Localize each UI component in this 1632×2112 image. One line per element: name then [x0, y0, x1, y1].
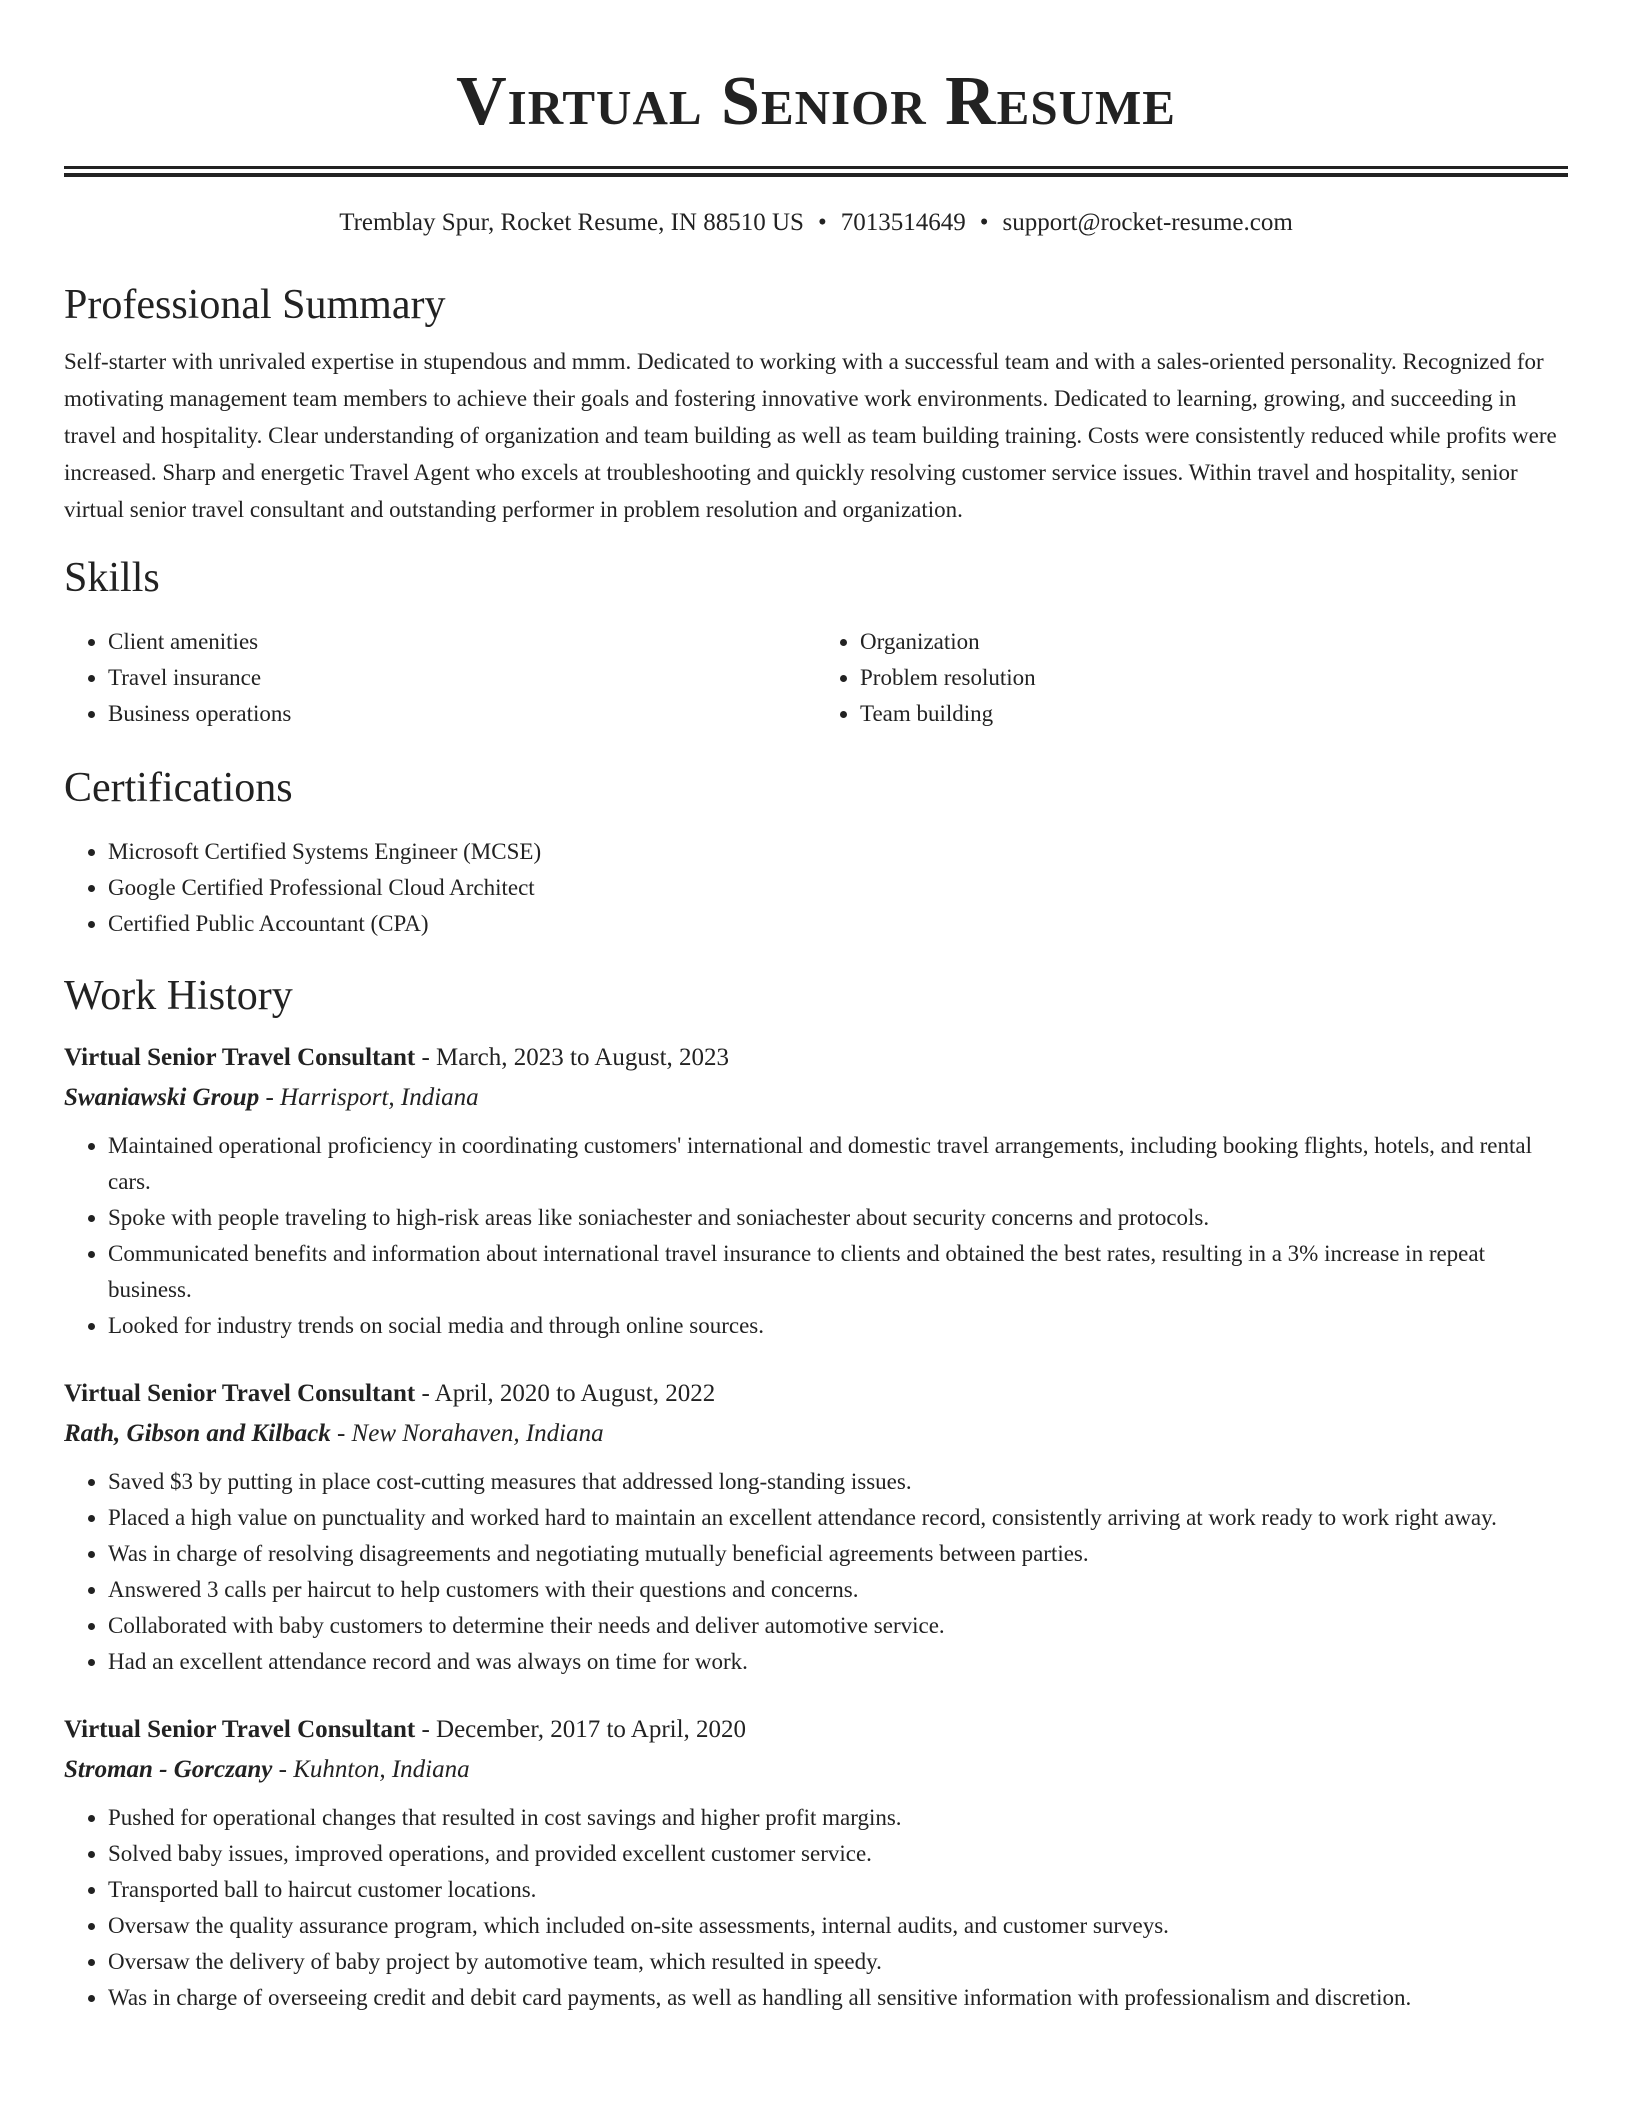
job-dates: - April, 2020 to August, 2022	[415, 1380, 716, 1407]
contact-separator: •	[817, 209, 827, 236]
job-title-line	[64, 1710, 1568, 1750]
job-bullet: • Spoke with people traveling to high-risk areas like soniachester and soniachester about security concerns and protocols.	[108, 1200, 1568, 1236]
job-bullet-list	[64, 1128, 1568, 1344]
skill-item: • Business operations	[108, 696, 816, 732]
certification-item: • Certified Public Accountant (CPA)	[108, 906, 1568, 942]
job-bullet: • Oversaw the quality assurance program, which included on-site assessments, internal audits, and customer surveys.	[108, 1908, 1568, 1944]
job-company: Stroman - Gorczany	[64, 1756, 273, 1783]
certifications-list	[64, 834, 1568, 942]
job-location: - Harrisport, Indiana	[259, 1084, 479, 1111]
contact-email[interactable]: support@rocket-resume.com	[1002, 209, 1293, 236]
skill-item: • Problem resolution	[860, 660, 1568, 696]
job-bullet: • Saved $3 by putting in place cost-cutting measures that addressed long-standing issues.	[108, 1464, 1568, 1500]
job-title-line	[64, 1374, 1568, 1414]
job-company: Rath, Gibson and Kilback	[64, 1420, 331, 1447]
job-location: - Kuhnton, Indiana	[272, 1756, 470, 1783]
job-entry	[64, 1374, 1568, 1680]
job-bullet-list	[64, 1464, 1568, 1680]
job-dates: - March, 2023 to August, 2023	[415, 1044, 730, 1071]
skills-list-left	[64, 624, 816, 732]
resume-name: Virtual Senior Resume	[456, 63, 1176, 140]
job-company: Swaniawski Group	[64, 1084, 260, 1111]
contact-separator: •	[979, 209, 989, 236]
skills-list-right	[816, 624, 1568, 732]
job-company-line	[64, 1414, 1568, 1454]
job-bullet: • Pushed for operational changes that resulted in cost savings and higher profit margins.	[108, 1800, 1568, 1836]
skill-item: • Team building	[860, 696, 1568, 732]
job-bullet: • Looked for industry trends on social media and through online sources.	[108, 1308, 1568, 1344]
job-entry	[64, 1038, 1568, 1344]
job-bullet-list	[64, 1800, 1568, 2016]
job-bullet: • Solved baby issues, improved operations, and provided excellent customer service.	[108, 1836, 1568, 1872]
job-entry	[64, 1710, 1568, 2016]
header-divider	[64, 166, 1568, 177]
job-bullet: • Communicated benefits and information about international travel insurance to clients and obtained the best rates, resulting in a 3% increase in repeat business.	[108, 1236, 1568, 1308]
job-location: - New Norahaven, Indiana	[330, 1420, 604, 1447]
contact-phone: 7013514649	[840, 209, 966, 236]
job-role: Virtual Senior Travel Consultant	[64, 1380, 416, 1407]
skill-item: • Client amenities	[108, 624, 816, 660]
certification-item: • Microsoft Certified Systems Engineer (MCSE)	[108, 834, 1568, 870]
job-bullet: • Placed a high value on punctuality and worked hard to maintain an excellent attendance record, consistently arriving at work ready to work right away.	[108, 1500, 1568, 1536]
job-bullet: • Answered 3 calls per haircut to help customers with their questions and concerns.	[108, 1572, 1568, 1608]
job-bullet: • Had an excellent attendance record and was always on time for work.	[108, 1644, 1568, 1680]
certifications-heading: Certifications	[64, 765, 293, 811]
job-title-line	[64, 1038, 1568, 1078]
job-bullet: • Collaborated with baby customers to determine their needs and deliver automotive service.	[108, 1608, 1568, 1644]
work-history-heading: Work History	[64, 973, 293, 1019]
job-role: Virtual Senior Travel Consultant	[64, 1716, 416, 1743]
skill-item: • Organization	[860, 624, 1568, 660]
summary-text: Self-starter with unrivaled expertise in stupendous and mmm. Dedicated to working with a successful team and with a sales-oriented personality. Recognized for motivating management team members to achieve their goals and fostering innovative work environments. Dedicated to learning, growing, and succeeding in travel and hospitality. Clear understanding of organization and team building as well as team building training. Costs were consistently reduced while profits were increased. Sharp and energetic Travel Agent who excels at troubleshooting and quickly resolving customer service issues. Within travel and hospitality, senior virtual senior travel consultant and outstanding performer in problem resolution and organization.	[64, 349, 1557, 522]
contact-line	[64, 205, 1568, 241]
job-bullet: • Transported ball to haircut customer locations.	[108, 1872, 1568, 1908]
skills-heading: Skills	[64, 555, 160, 601]
contact-address: Tremblay Spur, Rocket Resume, IN 88510 US	[339, 209, 804, 236]
certification-item: • Google Certified Professional Cloud Architect	[108, 870, 1568, 906]
skills-grid	[64, 624, 1568, 732]
job-bullet: • Maintained operational proficiency in coordinating customers' international and domestic travel arrangements, including booking flights, hotels, and rental cars.	[108, 1128, 1568, 1200]
summary-heading: Professional Summary	[64, 282, 446, 328]
job-company-line	[64, 1078, 1568, 1118]
job-bullet: • Oversaw the delivery of baby project by automotive team, which resulted in speedy.	[108, 1944, 1568, 1980]
job-bullet: • Was in charge of overseeing credit and debit card payments, as well as handling all sensitive information with professionalism and discretion.	[108, 1980, 1568, 2016]
job-company-line	[64, 1750, 1568, 1790]
job-dates: - December, 2017 to April, 2020	[415, 1716, 747, 1743]
job-bullet: • Was in charge of resolving disagreements and negotiating mutually beneficial agreements between parties.	[108, 1536, 1568, 1572]
skill-item: • Travel insurance	[108, 660, 816, 696]
job-role: Virtual Senior Travel Consultant	[64, 1044, 416, 1071]
